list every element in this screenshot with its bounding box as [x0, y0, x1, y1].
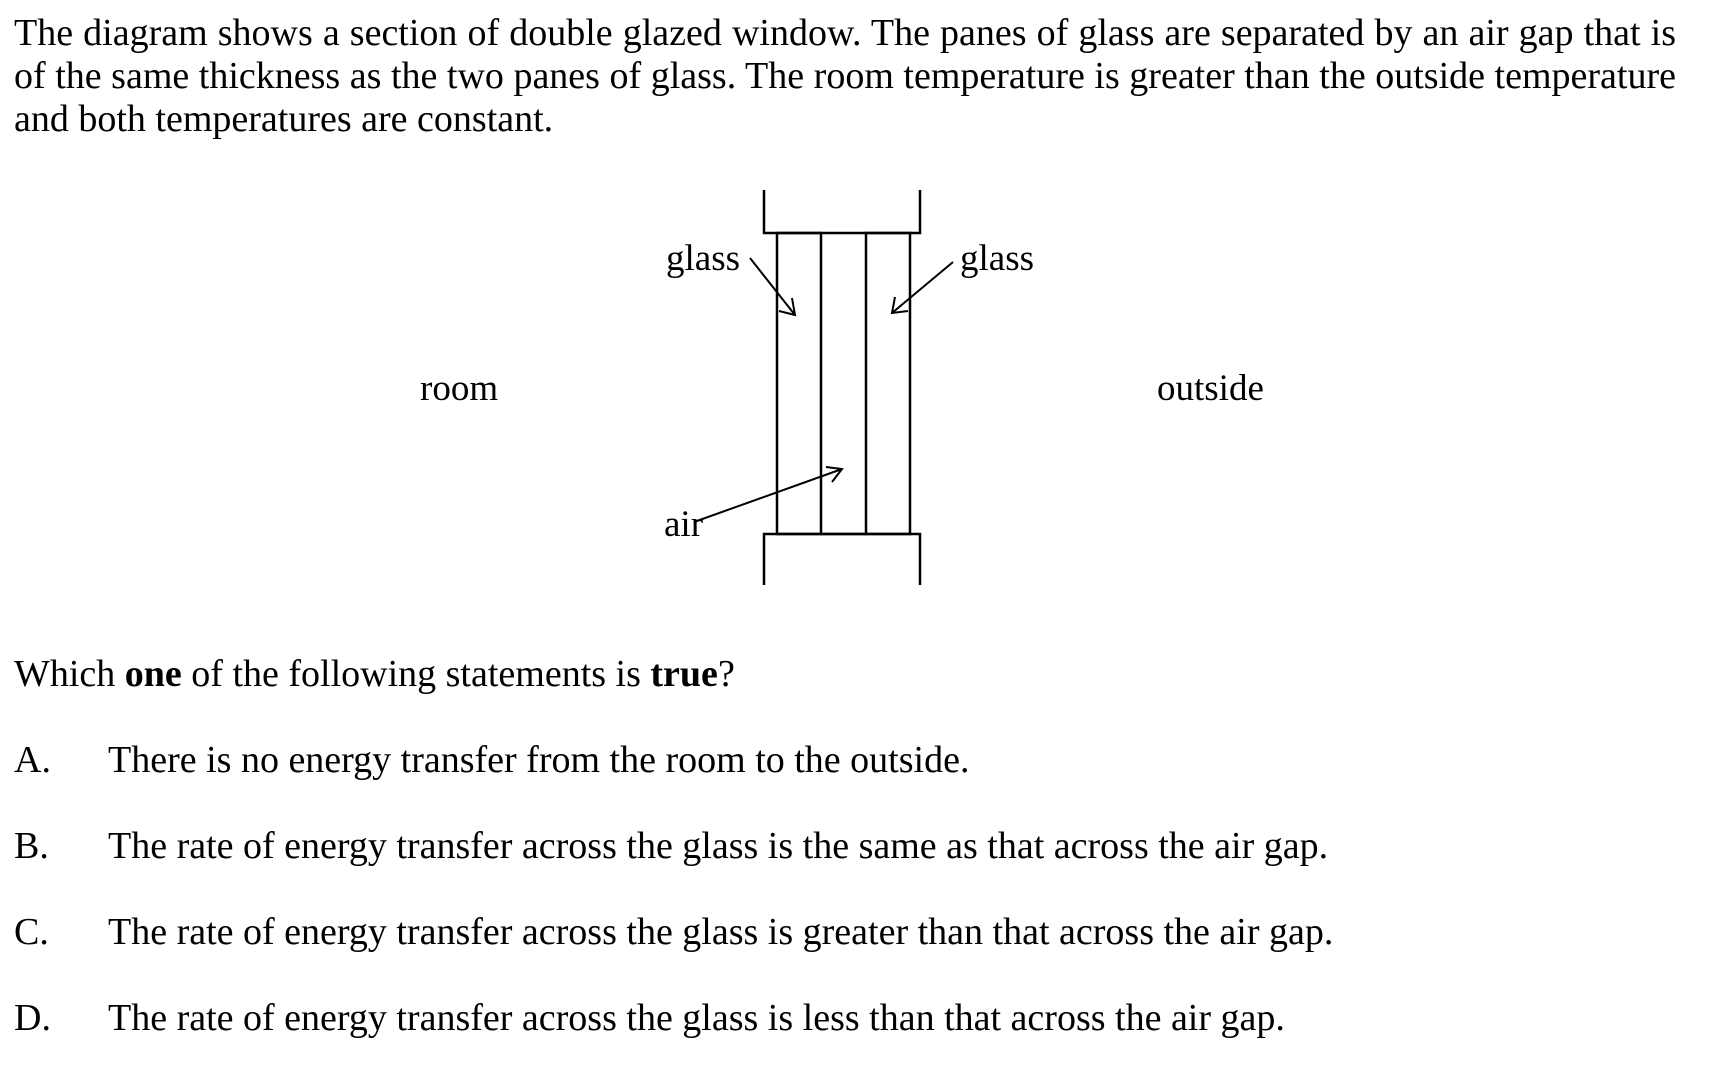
option-text: There is no energy transfer from the room to the outside.	[108, 739, 970, 781]
question-emphasis-one: one	[124, 653, 182, 695]
option-letter: B.	[14, 825, 49, 867]
option-letter: C.	[14, 911, 49, 953]
glass-left-leader-arrow	[750, 258, 795, 315]
label-outside: outside	[1157, 368, 1264, 409]
window-frame-bottom	[764, 534, 920, 585]
question-suffix: ?	[717, 653, 735, 695]
glass-pane-right	[866, 233, 910, 534]
label-glass-left: glass	[666, 238, 740, 279]
label-room: room	[420, 368, 499, 409]
glass-pane-left	[777, 233, 821, 534]
option-text: The rate of energy transfer across the glass is the same as that across the air gap.	[108, 825, 1329, 867]
option-letter: D.	[14, 997, 51, 1039]
question-emphasis-true: true	[650, 653, 718, 695]
glass-right-leader-arrow	[892, 262, 953, 313]
intro-paragraph: The diagram shows a section of double glazed window. The panes of glass are separated by an air gap that is of the same thickness as the two panes of glass. The room temperature is greater than the outside temperature and both temperatures are constant.	[14, 12, 1676, 140]
window-frame-top	[764, 190, 920, 233]
option-letter: A.	[14, 739, 51, 781]
label-glass-right: glass	[960, 238, 1034, 279]
option-text: The rate of energy transfer across the glass is greater than that across the air gap.	[108, 911, 1334, 953]
question-prefix: Which	[14, 653, 125, 695]
question-middle: of the following statements is	[181, 653, 651, 695]
label-air: air	[664, 504, 704, 545]
option-text: The rate of energy transfer across the glass is less than that across the air gap.	[108, 997, 1285, 1039]
question-text	[14, 652, 735, 696]
